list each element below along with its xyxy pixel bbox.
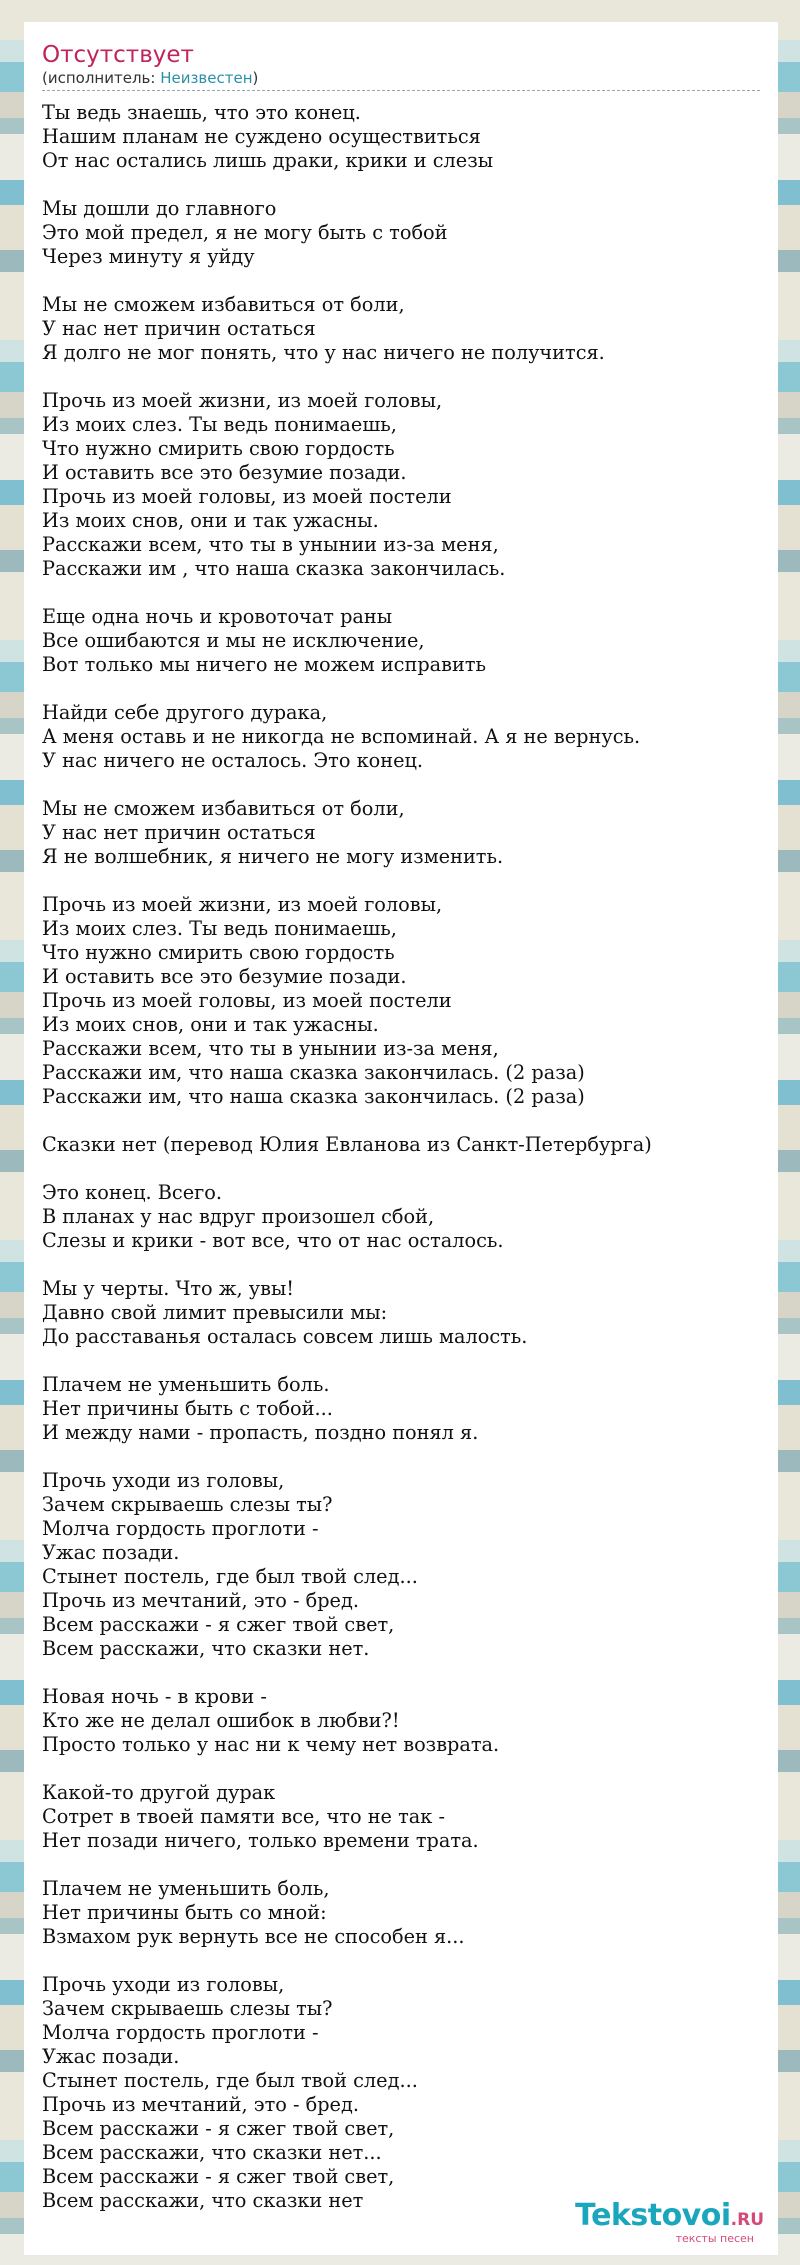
lyric-line: Просто только у нас ни к чему нет возврата. [42,1733,500,1756]
lyric-line: Зачем скрываешь слезы ты? [42,1493,333,1516]
lyric-line: Мы дошли до главного [42,197,277,220]
lyric-line: Ужас позади. [42,2045,180,2068]
lyric-line: Расскажи всем, что ты в унынии из-за меня, [42,1037,499,1060]
lyric-line: Всем расскажи - я сжег твой свет, [42,2117,395,2140]
lyric-line: Прочь из моей головы, из моей постели [42,989,452,1012]
lyric-line: От нас остались лишь драки, крики и слезы [42,149,494,172]
artist-link[interactable]: Неизвестен [160,69,253,87]
lyric-line: Прочь из мечтаний, это - бред. [42,1589,359,1612]
lyric-line: Я не волшебник, я ничего не могу изменить. [42,845,504,868]
lyric-line: Сказки нет (перевод Юлия Евланова из Санкт-Петербурга) [42,1133,652,1156]
lyric-line: Кто же не делал ошибок в любви?! [42,1709,400,1732]
stanza-break [42,1349,760,1373]
lyric-line: Найди себе другого дурака, [42,701,328,724]
logo-word: Tekstovoi [575,2198,731,2233]
lyric-line: Плачем не уменьшить боль, [42,1877,330,1900]
lyric-line: Какой-то другой дурак [42,1781,276,1804]
lyric-line: Всем расскажи, что сказки нет. [42,1637,370,1660]
lyric-line: Это конец. Всего. [42,1181,222,1204]
lyric-line: Расскажи им , что наша сказка закончилась. [42,557,506,580]
lyric-line: Давно свой лимит превысили мы: [42,1301,388,1324]
lyric-line: Всем расскажи, что сказки нет... [42,2141,382,2164]
lyric-line: Расскажи всем, что ты в унынии из-за меня, [42,533,499,556]
lyric-line: Расскажи им, что наша сказка закончилась. (2 раза) [42,1061,585,1084]
stanza-break [42,365,760,389]
lyric-line: Прочь из моей головы, из моей постели [42,485,452,508]
lyric-line: Всем расскажи - я сжег твой свет, [42,1613,395,1636]
lyric-line: Вот только мы ничего не можем исправить [42,653,487,676]
lyric-line: Еще одна ночь и кровоточат раны [42,605,393,628]
lyric-line: Ужас позади. [42,1541,180,1564]
lyric-line: Я долго не мог понять, что у нас ничего не получится. [42,341,605,364]
lyric-line: А меня оставь и не никогда не вспоминай. А я не вернусь. [42,725,641,748]
lyric-line: И между нами - пропасть, поздно понял я. [42,1421,479,1444]
logo-tagline: тексты песен [675,2232,754,2245]
stanza-break [42,1949,760,1973]
lyric-line: Слезы и крики - вот все, что от нас осталось. [42,1229,504,1252]
lyric-line: Прочь уходи из головы, [42,1973,285,1996]
lyric-line: У нас нет причин остаться [42,317,316,340]
lyrics-card [24,22,778,2255]
lyric-line: Нашим планам не суждено осуществиться [42,125,481,148]
lyric-line: Зачем скрываешь слезы ты? [42,1997,333,2020]
logo-tld: .RU [730,2210,764,2230]
stanza-break [42,1253,760,1277]
lyric-line: Взмахом рук вернуть все не способен я... [42,1925,465,1948]
stanza-break [42,677,760,701]
lyric-line: Нет позади ничего, только времени трата. [42,1829,479,1852]
lyric-line: Расскажи им, что наша сказка закончилась. (2 раза) [42,1085,585,1108]
lyric-line: Прочь из мечтаний, это - бред. [42,2093,359,2116]
lyrics-text [42,101,760,2213]
artist-prefix: (исполнитель: [42,69,161,87]
lyric-line: Нет причины быть со мной: [42,1901,327,1924]
lyric-line: До расставанья осталась совсем лишь малость. [42,1325,528,1348]
lyric-line: Из моих слез. Ты ведь понимаешь, [42,413,397,436]
lyric-line: Ты ведь знаешь, что это конец. [42,101,361,124]
stanza-break [42,1661,760,1685]
lyric-line: Из моих слез. Ты ведь понимаешь, [42,917,397,940]
stanza-break [42,1853,760,1877]
stanza-break [42,773,760,797]
lyric-line: Нет причины быть с тобой... [42,1397,333,1420]
lyric-line: Из моих снов, они и так ужасны. [42,509,379,532]
lyric-line: Что нужно смирить свою гордость [42,437,395,460]
logo-text [575,2200,764,2236]
lyric-line: Сотрет в твоей памяти все, что не так - [42,1805,445,1828]
site-logo[interactable] [575,2200,764,2245]
stanza-break [42,1109,760,1133]
lyric-line: Молча гордость проглоти - [42,1517,319,1540]
lyric-line: Мы у черты. Что ж, увы! [42,1277,295,1300]
lyric-line: Через минуту я уйду [42,245,255,268]
lyric-line: У нас ничего не осталось. Это конец. [42,749,424,772]
lyric-line: Стынет постель, где был твой след... [42,1565,418,1588]
lyric-line: Всем расскажи - я сжег твой свет, [42,2165,395,2188]
lyric-line: Прочь из моей жизни, из моей головы, [42,893,443,916]
lyric-line: Мы не сможем избавиться от боли, [42,293,405,316]
lyric-line: Новая ночь - в крови - [42,1685,267,1708]
lyric-line: Из моих снов, они и так ужасны. [42,1013,379,1036]
lyric-line: Плачем не уменьшить боль. [42,1373,330,1396]
lyric-line: И оставить все это безумие позади. [42,965,407,988]
stanza-break [42,173,760,197]
song-title: Отсутствует [42,42,194,68]
stanza-break [42,581,760,605]
lyric-line: Мы не сможем избавиться от боли, [42,797,405,820]
artist-suffix: ) [252,69,259,87]
lyric-line: И оставить все это безумие позади. [42,461,407,484]
stanza-break [42,1157,760,1181]
lyric-line: Что нужно смирить свою гордость [42,941,395,964]
artist-line [42,68,760,91]
lyric-line: Стынет постель, где был твой след... [42,2069,418,2092]
lyric-line: Молча гордость проглоти - [42,2021,319,2044]
stanza-break [42,1757,760,1781]
stanza-break [42,269,760,293]
stanza-break [42,869,760,893]
lyric-line: Прочь уходи из головы, [42,1469,285,1492]
stanza-break [42,1445,760,1469]
lyric-line: В планах у нас вдруг произошел сбой, [42,1205,435,1228]
lyric-line: Это мой предел, я не могу быть с тобой [42,221,448,244]
lyric-line: Все ошибаются и мы не исключение, [42,629,425,652]
lyric-line: Всем расскажи, что сказки нет [42,2189,364,2212]
lyric-line: Прочь из моей жизни, из моей головы, [42,389,443,412]
lyric-line: У нас нет причин остаться [42,821,316,844]
